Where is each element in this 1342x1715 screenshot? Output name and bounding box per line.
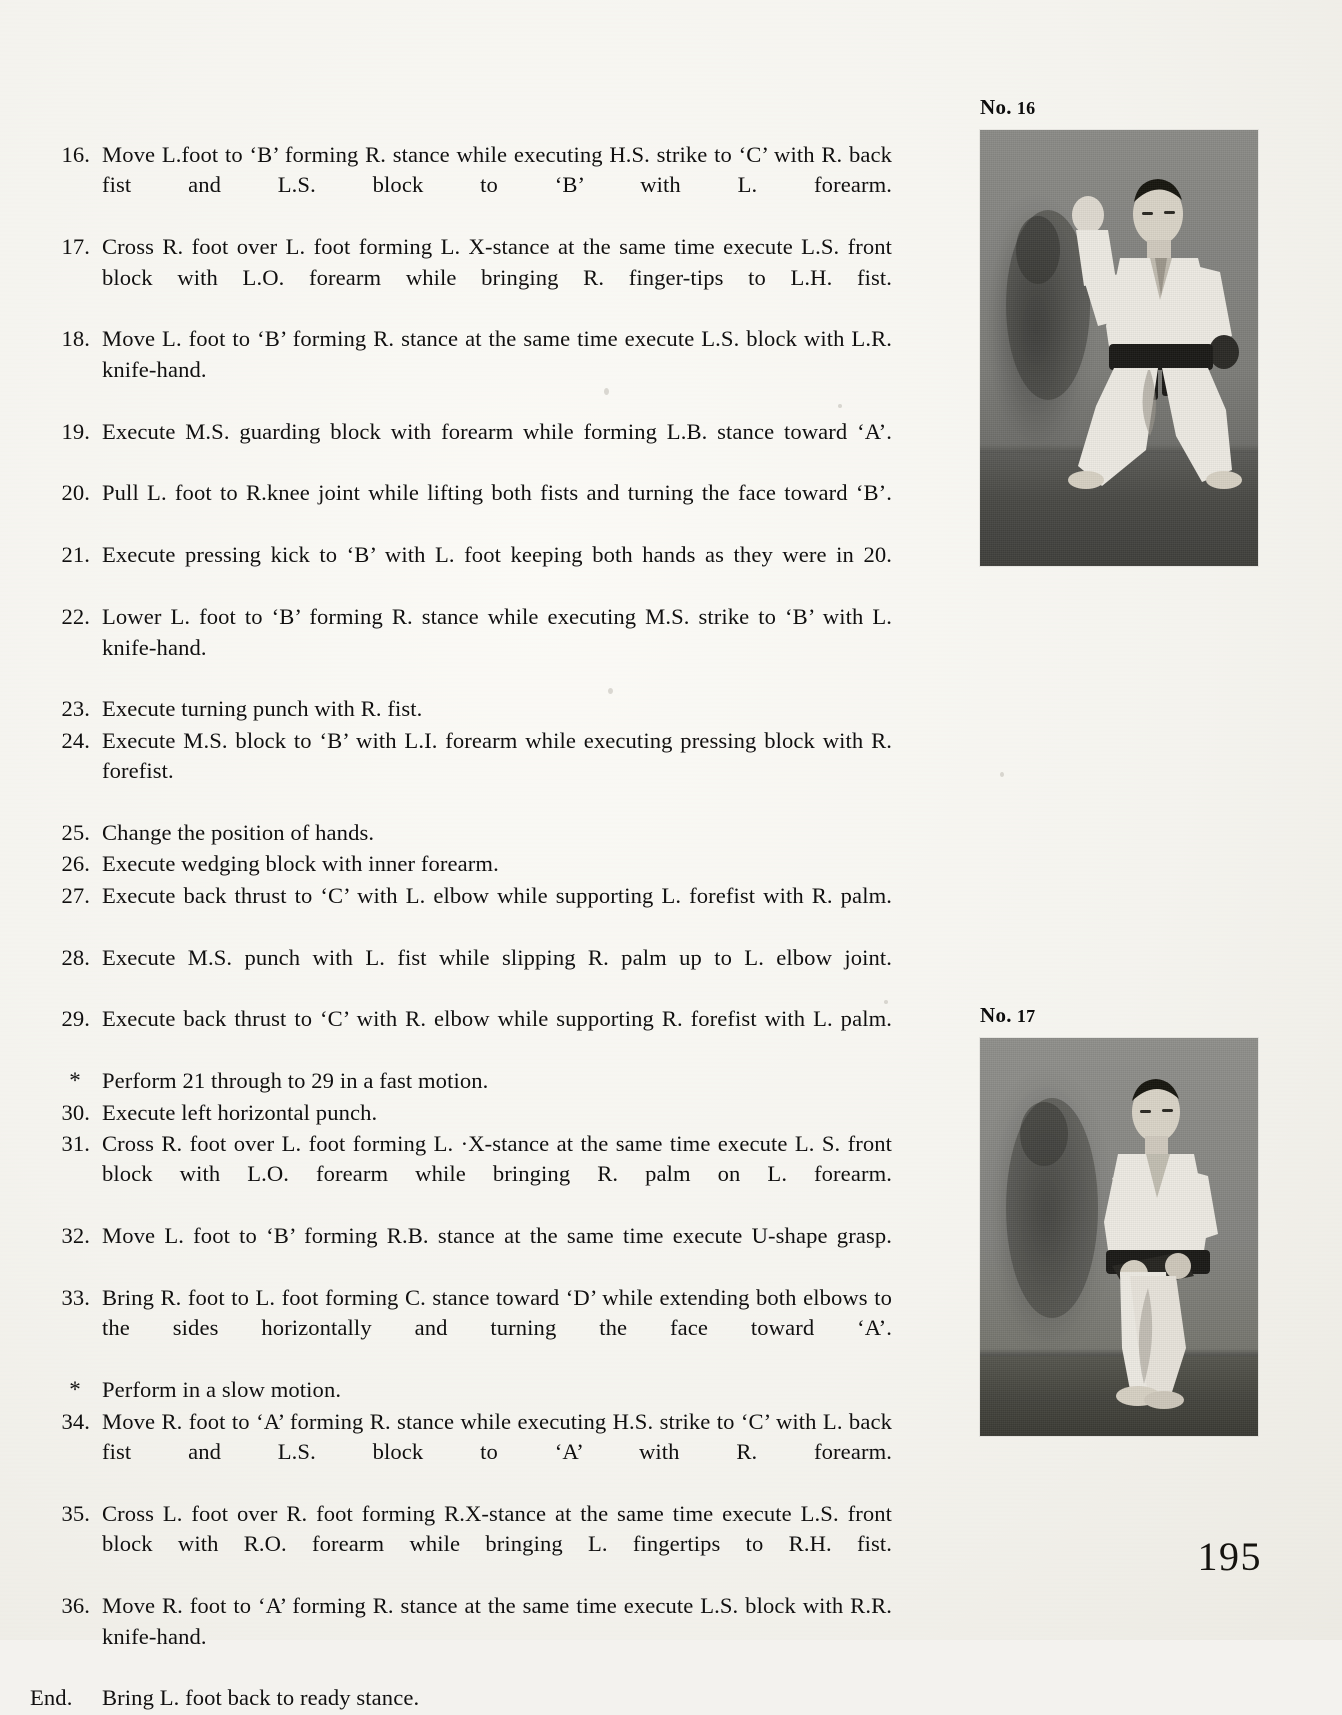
list-item xyxy=(56,1098,892,1128)
step-text: Execute M.S. block to ‘B’ with L.I. forearm while executing pressing block with R. forefist. xyxy=(102,727,892,784)
step-number: 18. xyxy=(61,326,90,352)
figure-16-photo xyxy=(980,130,1258,566)
step-number: 35. xyxy=(61,1500,90,1526)
step-text: Move R. foot to ‘A’ forming R. stance while executing H.S. strike to ‘C’ with L. back fist and L.S. block to ‘A’ with R. forearm. xyxy=(102,1408,892,1465)
end-text: Bring L. foot back to ready stance. xyxy=(102,1685,420,1711)
step-text: Execute back thrust to ‘C’ with R. elbow while supporting R. forefist with L. palm. xyxy=(102,1006,892,1032)
figure-label-prefix: No. xyxy=(980,1003,1012,1027)
note-marker: * xyxy=(69,1377,81,1403)
figure-17-photo xyxy=(980,1038,1258,1436)
list-item-note xyxy=(56,1066,892,1096)
step-number: 34. xyxy=(61,1408,90,1434)
step-text: Execute wedging block with inner forearm. xyxy=(102,851,499,877)
list-item xyxy=(56,726,892,817)
list-item xyxy=(56,140,892,231)
step-number: 30. xyxy=(61,1099,90,1125)
step-number: 26. xyxy=(61,851,90,877)
list-item xyxy=(56,818,892,848)
note-marker: * xyxy=(69,1068,81,1094)
step-text: Execute back thrust to ‘C’ with L. elbow while supporting L. forefist with R. palm. xyxy=(102,882,892,908)
paper-speck xyxy=(604,388,609,395)
end-marker: End. xyxy=(30,1685,73,1711)
figure-label-number: 17 xyxy=(1016,1006,1036,1026)
step-text: Move L. foot to ‘B’ forming R. stance at the same time execute L.S. block with L.R. knife-hand. xyxy=(102,326,892,382)
list-item-end xyxy=(30,1683,892,1713)
list-item xyxy=(56,1407,892,1498)
step-text: Change the position of hands. xyxy=(102,819,375,845)
step-text: Move L.foot to ‘B’ forming R. stance while executing H.S. strike to ‘C’ with R. back fist and L.S. block to ‘B’ with L. forearm. xyxy=(102,142,892,198)
list-item xyxy=(56,232,892,323)
list-item xyxy=(56,1591,892,1682)
step-number: 32. xyxy=(61,1223,90,1249)
note-text: Perform in a slow motion. xyxy=(102,1377,342,1403)
step-number: 23. xyxy=(61,696,90,722)
step-number: 27. xyxy=(61,882,90,908)
step-number: 20. xyxy=(61,480,90,506)
step-number: 29. xyxy=(61,1006,90,1032)
instruction-list xyxy=(30,140,892,1715)
paper-speck xyxy=(884,1000,888,1004)
figure-17-label xyxy=(980,1003,1258,1028)
step-number: 16. xyxy=(61,142,90,167)
list-item xyxy=(56,943,892,1004)
step-text: Cross R. foot over L. foot forming L. X-stance at the same time execute L.S. front block with L.O. forearm while bringing R. finger-tips to L.H. fist. xyxy=(102,234,892,290)
list-item xyxy=(56,694,892,724)
figure-17 xyxy=(980,1003,1258,1436)
step-text: Bring R. foot to L. foot forming C. stance toward ‘D’ while extending both elbows to the sides horizontally and turning the face toward ‘A’. xyxy=(102,1285,892,1341)
step-text: Move L. foot to ‘B’ forming R.B. stance at the same time execute U-shape grasp. xyxy=(102,1223,892,1249)
paper-speck xyxy=(838,404,842,408)
figure-label-number: 16 xyxy=(1016,98,1036,118)
step-text: Move R. foot to ‘A’ forming R. stance at the same time execute L.S. block with R.R. knife-hand. xyxy=(102,1593,892,1649)
step-text: Lower L. foot to ‘B’ forming R. stance while executing M.S. strike to ‘B’ with L. knife-hand. xyxy=(102,604,892,660)
paper-speck xyxy=(1000,772,1004,777)
step-number: 17. xyxy=(61,234,90,260)
list-item xyxy=(56,324,892,415)
karate-pose-illustration-17 xyxy=(980,1038,1258,1436)
step-text: Execute pressing kick to ‘B’ with L. foot keeping both hands as they were in 20. xyxy=(102,542,892,568)
list-item xyxy=(56,540,892,601)
step-number: 31. xyxy=(61,1131,90,1156)
step-text: Execute M.S. guarding block with forearm while forming L.B. stance toward ‘A’. xyxy=(102,418,892,444)
list-item xyxy=(56,1283,892,1374)
list-item xyxy=(56,1004,892,1065)
figure-16-label xyxy=(980,95,1258,120)
step-text: Execute turning punch with R. fist. xyxy=(102,696,423,722)
step-text: Cross R. foot over L. foot forming L. ·X-stance at the same time execute L. S. front block with L.O. forearm while bringing R. palm on L. forearm. xyxy=(102,1131,892,1187)
step-text: Execute left horizontal punch. xyxy=(102,1099,378,1125)
figure-16 xyxy=(980,95,1258,566)
list-item xyxy=(56,1129,892,1220)
page-number: 195 xyxy=(1197,1534,1262,1579)
list-item xyxy=(56,849,892,879)
list-item xyxy=(56,417,892,478)
step-number: 25. xyxy=(61,819,90,845)
step-text: Execute M.S. punch with L. fist while slipping R. palm up to L. elbow joint. xyxy=(102,944,892,970)
step-number: 28. xyxy=(61,944,90,970)
step-number: 36. xyxy=(61,1593,90,1619)
step-number: 22. xyxy=(61,604,90,630)
list-item xyxy=(56,478,892,539)
step-text: Pull L. foot to R.knee joint while lifting both fists and turning the face toward ‘B’. xyxy=(102,480,892,506)
karate-pose-illustration-16 xyxy=(980,130,1258,566)
step-number: 33. xyxy=(61,1285,90,1311)
note-text: Perform 21 through to 29 in a fast motion. xyxy=(102,1068,489,1094)
list-item xyxy=(56,1221,892,1282)
step-number: 21. xyxy=(61,542,90,568)
list-item-note xyxy=(56,1375,892,1405)
list-item xyxy=(56,602,892,693)
paper-speck xyxy=(608,688,613,694)
figure-label-prefix: No. xyxy=(980,95,1012,119)
step-number: 19. xyxy=(61,418,90,444)
step-text: Cross L. foot over R. foot forming R.X-stance at the same time execute L.S. front block with R.O. forearm while bringing L. fingertips to R.H. fist. xyxy=(102,1500,892,1557)
list-item xyxy=(56,881,892,942)
list-item xyxy=(56,1499,892,1590)
step-number: 24. xyxy=(61,727,90,753)
